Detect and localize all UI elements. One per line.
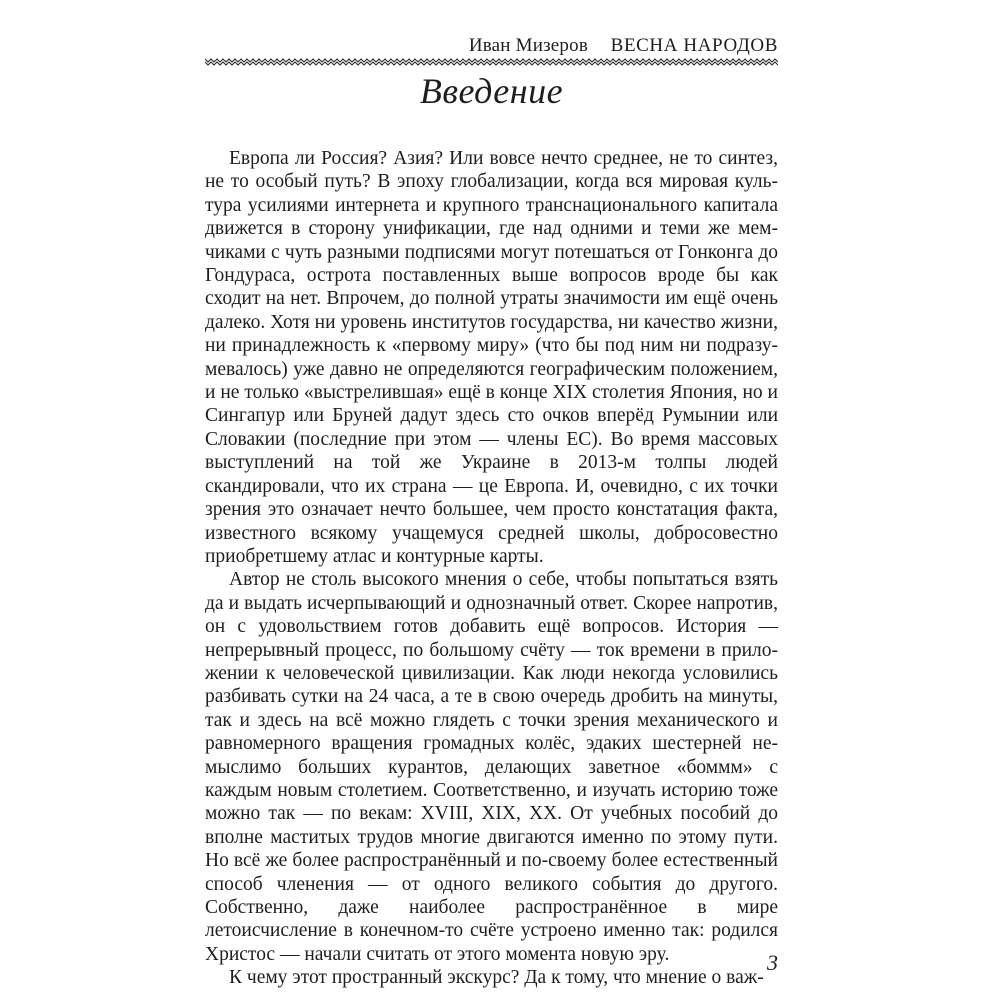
header-author: Иван Мизеров: [468, 35, 588, 56]
chapter-title: Введение: [419, 71, 564, 111]
body-text: [205, 147, 778, 990]
paragraph-2: Автор не столь высокого мнения о себе, чтобы попытаться взять да и выдать исчерпывающий и однозначный ответ. Скорее напротив, он с удовольствием готов добавить ещё вопросов. История — непрерывный процесс, по большому счёту — ток времени в приложении к человеческой цивилизации. Как люди некогда условились разбивать сутки на 24 часа, а те в свою очередь дробить на минуты, так и здесь на всё можно глядеть с точки зрения механического и равномерного вращения громадных колёс, эдаких шестерней немыслимо больших курантов, делающих заветное «боммм» с каждым новым столетием. Соответственно, и изучать историю тоже можно так — по векам: XVIII, XIX, XX. От учебных пособий до вполне маститых трудов многие двигаются именно по этому пути. Но всё же более распространённый и по-своему более естественный способ членения — от одного великого события до другого. Собственно, даже наиболее распространённое в мире летоисчисление в конечном-то счёте устроено именно так: родился Христос — начали считать от этого момента новую эру.: [205, 569, 778, 965]
paragraph-1: Европа ли Россия? Азия? Или вовсе нечто среднее, не то синтез, не то особый путь? В эпоху глобализации, когда вся мировая культура усилиями интернета и крупного транснационального капитала движется в сторону унификации, где над одними и теми же мемчиками с чуть разными подписями могут потешаться от Гонконга до Гондураса, острота поставленных выше вопросов вроде бы как сходит на нет. Впрочем, до полной утраты значимости им ещё очень далеко. Хотя ни уровень институтов государства, ни качество жизни, ни принадлежность к «первому миру» (что бы под ним ни подразумевалось) уже давно не определяются географическим положением, и не только «выстрелившая» ещё в конце XIX столетия Япония, но и Сингапур или Бруней дадут здесь сто очков вперёд Румынии или Словакии (последние при этом — члены ЕС). Во время массовых выступлений на той же Украине в 2013-м толпы людей скандировали, что их страна — це Европа. И, очевидно, с их точки зрения это означает нечто большее, чем просто констатация факта, известного всякому учащемуся средней школы, добросовестно приобретшему атлас и контурные карты.: [205, 148, 778, 567]
zigzag-rule-icon: [205, 58, 778, 66]
paragraph-3: К чему этот пространный экскурс? Да к тому, что мнение о важ-: [229, 967, 764, 989]
page-number: 3: [767, 950, 778, 975]
header-book-title: ВЕСНА НАРОДОВ: [610, 35, 778, 56]
running-header: [205, 34, 778, 58]
